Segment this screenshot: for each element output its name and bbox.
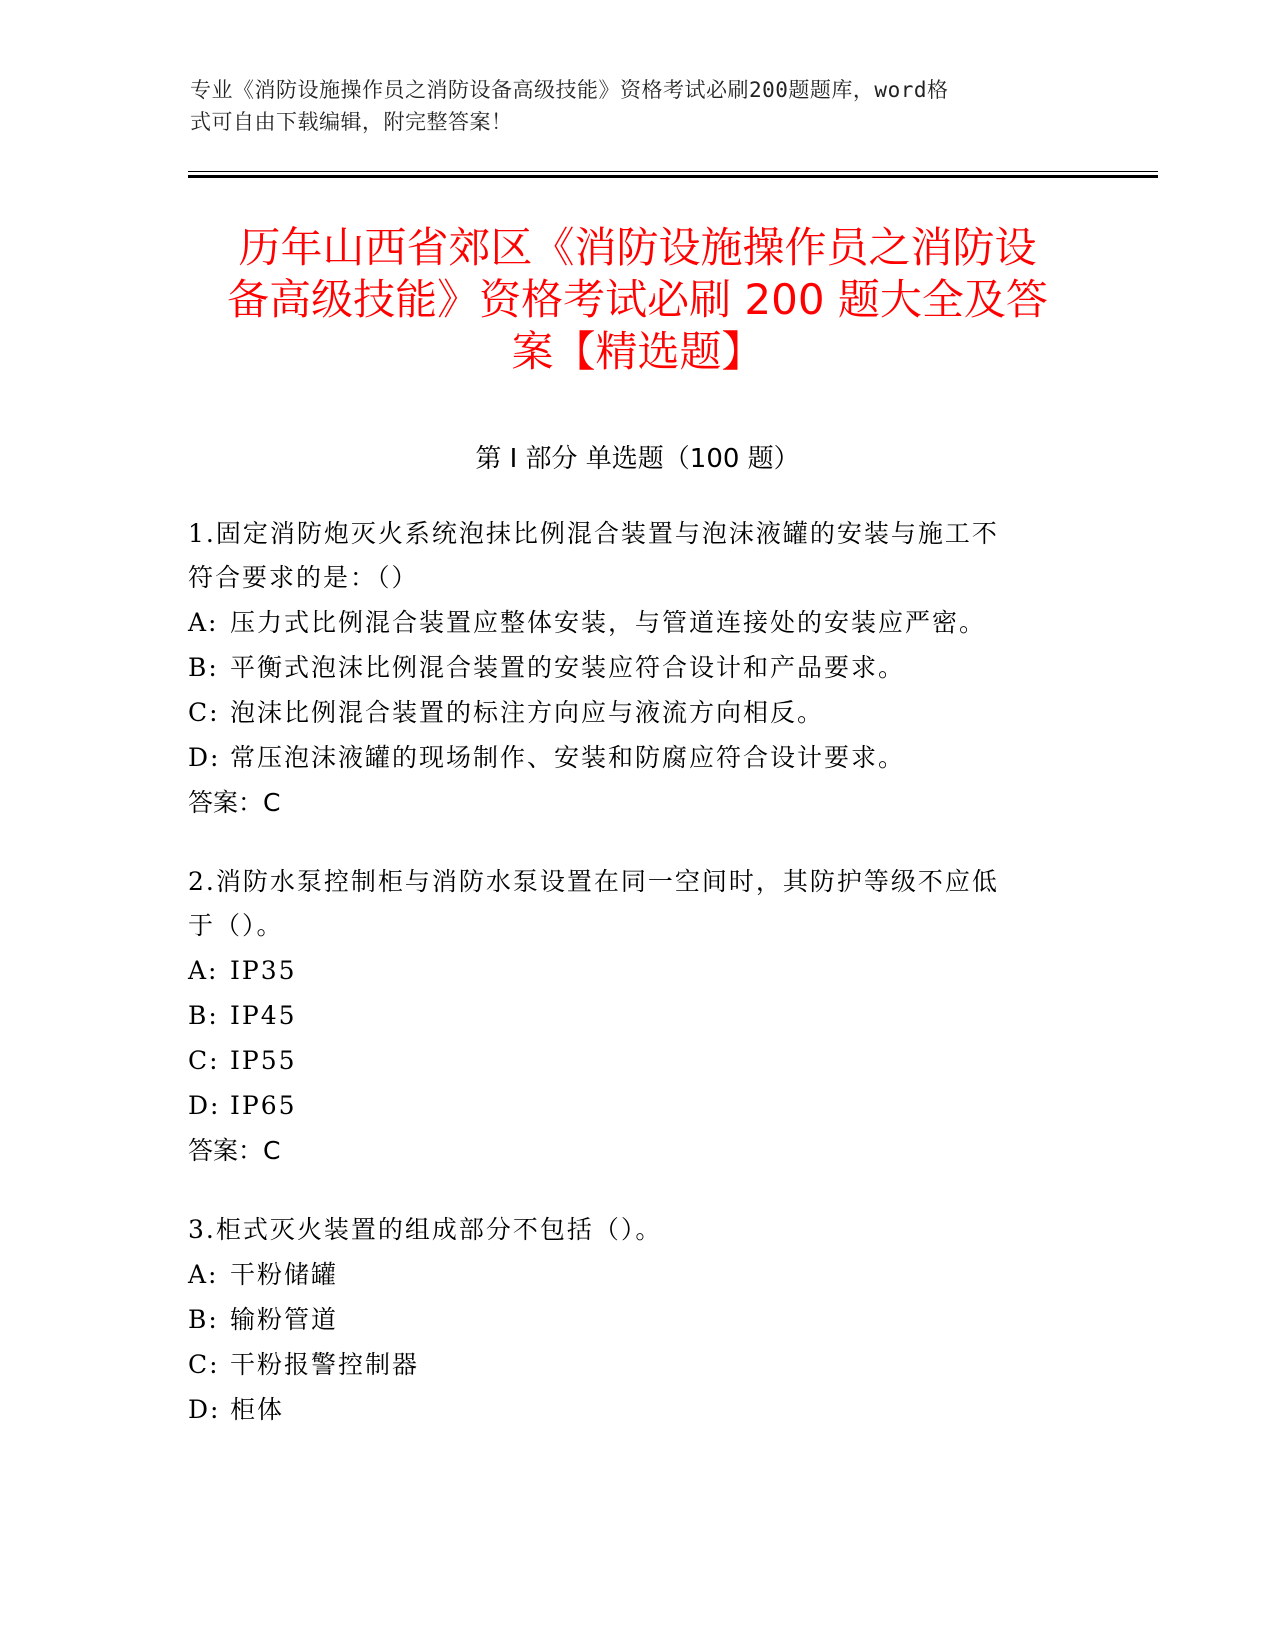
option-label: D: xyxy=(188,1395,221,1424)
option-text: IP65 xyxy=(230,1091,297,1120)
question-stem-line: 符合要求的是：（） xyxy=(188,563,419,592)
question-stem-line: 于（）。 xyxy=(188,911,284,940)
answer: 答案：C xyxy=(188,788,281,817)
question-stem-line: 1.固定消防炮灭火系统泡抹比例混合装置与泡沫液罐的安装与施工不 xyxy=(188,519,999,548)
option-text: 压力式比例混合装置应整体安装，与管道连接处的安装应严密。 xyxy=(230,608,987,637)
option-text: 干粉报警控制器 xyxy=(230,1350,420,1379)
option-text: 平衡式泡沫比例混合装置的安装应符合设计和产品要求。 xyxy=(230,653,906,682)
header-note xyxy=(190,74,1070,138)
option-c xyxy=(188,1342,1088,1387)
option-label: C: xyxy=(188,1350,220,1379)
option-text: IP45 xyxy=(230,1001,297,1030)
option-label: C: xyxy=(188,698,220,727)
option-text: 泡沫比例混合装置的标注方向应与液流方向相反。 xyxy=(230,698,825,727)
option-label: B: xyxy=(188,1305,219,1334)
answer: 答案：C xyxy=(188,1136,281,1165)
option-label: A: xyxy=(188,1260,219,1289)
option-label: A: xyxy=(188,956,219,985)
option-d xyxy=(188,1083,1088,1128)
question-3 xyxy=(188,1208,1088,1432)
question-stem-line: 2.消防水泵控制柜与消防水泵设置在同一空间时，其防护等级不应低 xyxy=(188,867,999,896)
option-b xyxy=(188,645,1088,690)
option-d xyxy=(188,735,1088,780)
option-a xyxy=(188,1252,1088,1297)
question-stem xyxy=(188,1208,1088,1252)
option-a xyxy=(188,600,1088,645)
option-label: D: xyxy=(188,743,221,772)
question-stem-line: 3.柜式灭火装置的组成部分不包括（）。 xyxy=(188,1215,663,1244)
option-label: A: xyxy=(188,608,219,637)
option-text: IP55 xyxy=(230,1046,297,1075)
section-heading: 第 I 部分 单选题（100 题） xyxy=(475,444,800,474)
option-text: 输粉管道 xyxy=(230,1305,339,1334)
title-line: 备高级技能》资格考试必刷 200 题大全及答 xyxy=(227,275,1048,324)
option-label: B: xyxy=(188,1001,219,1030)
header-divider-thin xyxy=(188,171,1158,172)
option-c xyxy=(188,690,1088,735)
option-text: 柜体 xyxy=(230,1395,285,1424)
document-title xyxy=(150,222,1125,378)
header-divider-thick xyxy=(188,175,1158,178)
question-stem xyxy=(188,860,1088,948)
option-b xyxy=(188,993,1088,1038)
option-b xyxy=(188,1297,1088,1342)
header-note-line: 式可自由下载编辑，附完整答案！ xyxy=(190,110,513,134)
option-text: 常压泡沫液罐的现场制作、安装和防腐应符合设计要求。 xyxy=(230,743,906,772)
option-d xyxy=(188,1387,1088,1432)
option-text: IP35 xyxy=(230,956,297,985)
title-line: 案【精选题】 xyxy=(511,327,764,376)
option-text: 干粉储罐 xyxy=(230,1260,339,1289)
question-2 xyxy=(188,860,1088,1173)
option-c xyxy=(188,1038,1088,1083)
option-label: D: xyxy=(188,1091,221,1120)
option-a xyxy=(188,948,1088,993)
question-stem xyxy=(188,512,1088,600)
title-line: 历年山西省郊区《消防设施操作员之消防设 xyxy=(238,223,1037,272)
option-label: B: xyxy=(188,653,219,682)
question-1 xyxy=(188,512,1088,825)
option-label: C: xyxy=(188,1046,220,1075)
header-note-line: 专业《消防设施操作员之消防设备高级技能》资格考试必刷200题题库，word格 xyxy=(190,78,949,102)
